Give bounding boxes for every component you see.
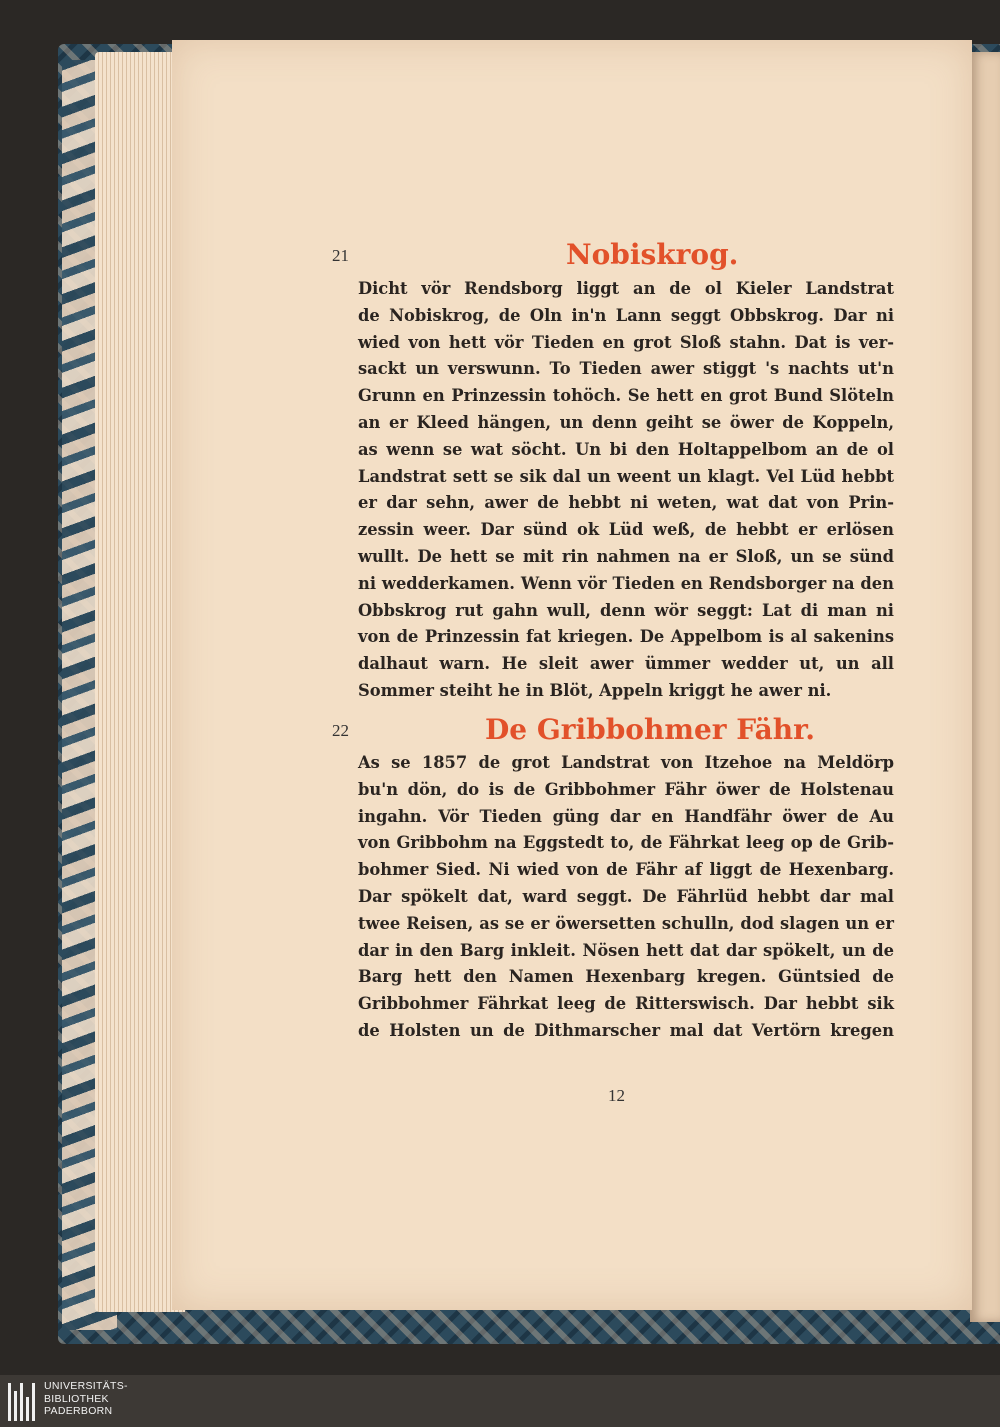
section-number: 22 bbox=[332, 721, 349, 740]
text-line: de Nobiskrog, de Oln in'n Lann seggt Obbskrog. Dar ni bbox=[358, 305, 894, 325]
text-line: Landstrat sett se sik dal un weent un klagt. Vel Lüd hebbt bbox=[358, 466, 894, 486]
library-footer bbox=[0, 1375, 1000, 1427]
text-line: dalhaut warn. He sleit awer ümmer wedder ut, un all bbox=[358, 654, 894, 674]
library-name-line: BIBLIOTHEK bbox=[44, 1392, 109, 1405]
text-line: an er Kleed hängen, un denn geiht se öwer de Koppeln, bbox=[358, 412, 894, 432]
page-number: 12 bbox=[608, 1086, 625, 1105]
library-name-line: UNIVERSITÄTS- bbox=[44, 1380, 128, 1392]
text-line: Barg hett den Namen Hexenbarg kregen. Güntsied de bbox=[358, 967, 894, 987]
library-name-line: PADERBORN bbox=[44, 1405, 113, 1417]
text-line: zessin weer. Dar sünd ok Lüd weß, de hebbt er erlösen bbox=[358, 520, 894, 540]
section-body bbox=[358, 276, 894, 705]
text-line: de Holsten un de Dithmarscher mal dat Vertörn kregen bbox=[358, 1020, 894, 1040]
text-line: bohmer Sied. Ni wied von de Fähr af liggt de Hexenbarg. bbox=[358, 860, 894, 880]
text-line: ingahn. Vör Tieden güng dar en Handfähr öwer de Au bbox=[358, 806, 894, 826]
library-logo-icon bbox=[8, 1383, 36, 1421]
text-line: Dar spökelt dat, ward seggt. De Fährlüd hebbt dar mal bbox=[358, 886, 894, 906]
show-through-text bbox=[900, 235, 970, 1135]
text-line: wied von hett vör Tieden en grot Sloß stahn. Dat is ver- bbox=[358, 332, 894, 352]
text-line: as wenn se wat söcht. Un bi den Holtappelbom an de ol bbox=[358, 439, 894, 459]
text-line: sackt un verswunn. To Tieden awer stiggt 's nachts ut'n bbox=[358, 359, 894, 379]
text-line: Obbskrog rut gahn wull, denn wör seggt: Lat di man ni bbox=[358, 600, 894, 620]
section-title: De Gribbohmer Fähr. bbox=[485, 713, 816, 746]
text-line: wullt. De hett se mit rin nahmen na er Sloß, un se sünd bbox=[358, 546, 894, 566]
text-line: Dicht vör Rendsborg liggt an de ol Kieler Landstrat bbox=[358, 279, 894, 298]
text-line: As se 1857 de grot Landstrat von Itzehoe na Meldörp bbox=[358, 753, 894, 772]
text-line: bu'n dön, do is de Gribbohmer Fähr öwer de Holstenau bbox=[358, 779, 894, 799]
section-body bbox=[358, 750, 894, 1045]
text-line: Grunn en Prinzessin tohöch. Se hett en grot Bund Slöteln bbox=[358, 386, 894, 406]
section-number: 21 bbox=[332, 246, 349, 265]
text-line: Sommer steiht he in Blöt, Appeln kriggt he awer ni. bbox=[358, 680, 832, 700]
text-line: Gribbohmer Fährkat leeg de Ritterswisch. Dar hebbt sik bbox=[358, 994, 894, 1014]
library-name bbox=[44, 1380, 128, 1418]
text-line: von Gribbohm na Eggstedt to, de Fährkat leeg op de Grib- bbox=[358, 833, 894, 853]
text-line: dar in den Barg inkleit. Nösen hett dat dar spökelt, un de bbox=[358, 940, 894, 960]
text-line: twee Reisen, as se er öwersetten schulln, dod slagen un er bbox=[358, 913, 894, 933]
text-line: er dar sehn, awer de hebbt ni weten, wat dat von Prin- bbox=[358, 493, 894, 513]
text-line: ni wedderkamen. Wenn vör Tieden en Rendsborger na den bbox=[358, 573, 894, 593]
facing-page-edge bbox=[970, 52, 1000, 1322]
text-line: von de Prinzessin fat kriegen. De Appelbom is al sakenins bbox=[358, 627, 894, 647]
section-title: Nobiskrog. bbox=[566, 238, 739, 271]
